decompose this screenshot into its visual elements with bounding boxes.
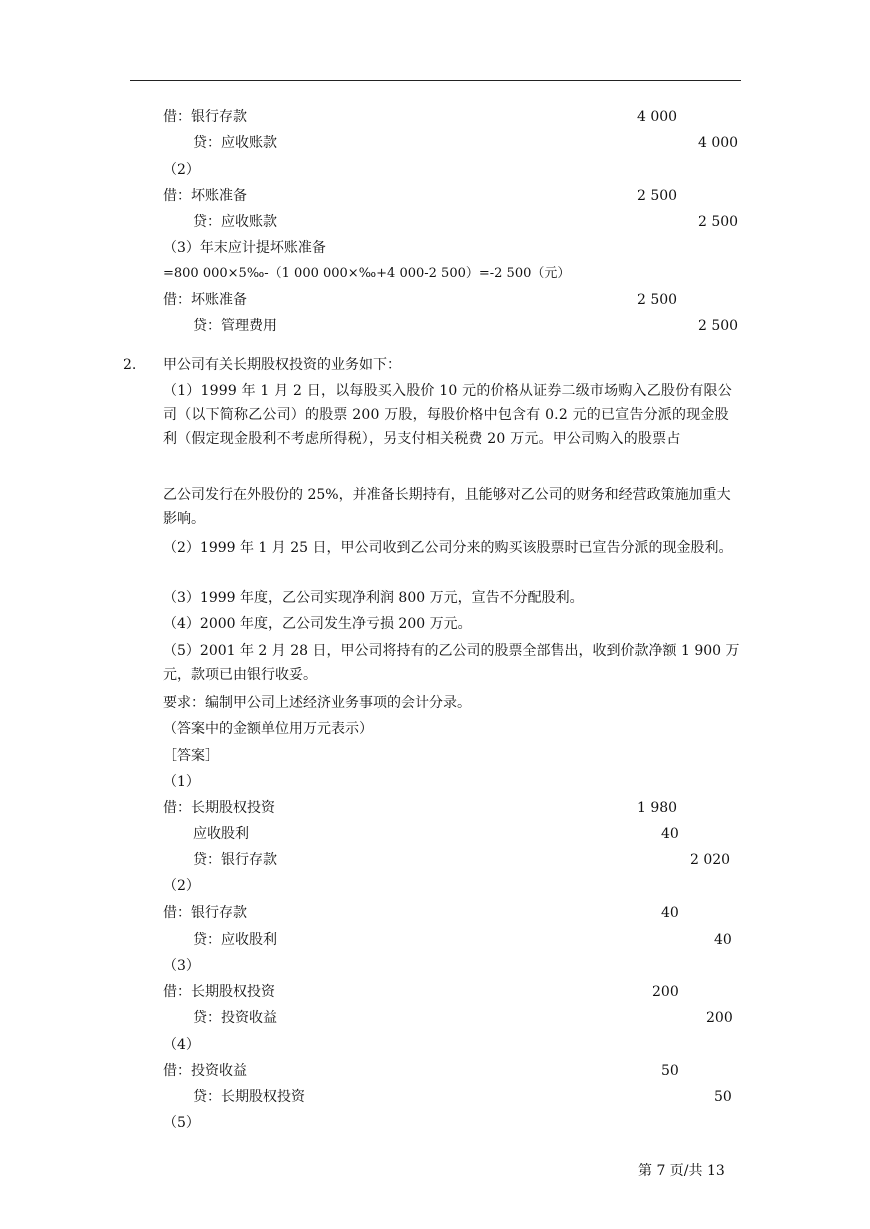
debit-amount: 40 [661, 905, 679, 921]
journal-line: 贷：投资收益 [193, 1010, 277, 1026]
credit-amount: 40 [714, 932, 732, 948]
debit-amount: 1 980 [637, 800, 678, 816]
item-number: （2） [163, 878, 200, 894]
question-title: 甲公司有关长期股权投资的业务如下： [163, 357, 401, 373]
journal-line: 借：银行存款 [163, 109, 247, 125]
journal-line: 借：坏账准备 [163, 188, 247, 204]
credit-amount: 200 [706, 1010, 733, 1026]
question-paragraph: （1）1999 年 1 月 2 日，以每股买入股价 10 元的价格从证券二级市场购入乙股份有限公司（以下简称乙公司）的股票 200 万股，每股价格中包含有 0.2 元的已宣告分派的现金股利（假定现金股利不考虑所得税），另支付相关税费 20 万元。甲公司购入的股票占 [163, 383, 732, 447]
journal-line: 贷：应收股利 [193, 932, 277, 948]
credit-amount: 50 [714, 1089, 732, 1105]
item-number: （1） [163, 774, 200, 790]
item-number: （2） [163, 162, 200, 178]
journal-line: 借：投资收益 [163, 1063, 247, 1079]
journal-line: 借：银行存款 [163, 905, 247, 921]
question-requirement: 要求：编制甲公司上述经济业务事项的会计分录。 [163, 695, 471, 711]
page-footer: 第 7 页/共 13 [638, 1163, 725, 1179]
item-number: （3） [163, 958, 200, 974]
question-note: （答案中的金额单位用万元表示） [163, 721, 373, 737]
question-paragraph: （4）2000 年度，乙公司发生净亏损 200 万元。 [163, 616, 472, 632]
journal-line: 借：坏账准备 [163, 292, 247, 308]
debit-amount: 50 [661, 1063, 679, 1079]
question-paragraph: （3）1999 年度，乙公司实现净利润 800 万元，宣告不分配股利。 [163, 590, 584, 606]
answer-label: ［答案］ [163, 748, 219, 764]
item-number: （3）年末应计提坏账准备 [163, 240, 326, 256]
debit-amount: 200 [652, 984, 679, 1000]
journal-line: 贷：长期股权投资 [193, 1089, 305, 1105]
credit-amount: 4 000 [698, 135, 739, 151]
journal-line: 贷：银行存款 [193, 852, 277, 868]
journal-line: 贷：应收账款 [193, 214, 277, 230]
question-number: 2. [123, 357, 137, 373]
debit-amount: 2 500 [637, 292, 678, 308]
question-paragraph: （2）1999 年 1 月 25 日，甲公司收到乙公司分来的购买该股票时已宣告分派的现金股利。 [163, 540, 733, 556]
journal-line: 借：长期股权投资 [163, 984, 275, 1000]
journal-line: 贷：管理费用 [193, 318, 277, 334]
question-paragraph: （5）2001 年 2 月 28 日，甲公司将持有的乙公司的股票全部售出，收到价款净额 1 900 万元，款项已由银行收妥。 [163, 643, 740, 683]
debit-amount: 4 000 [637, 109, 678, 125]
debit-amount: 2 500 [637, 188, 678, 204]
item-number: （4） [163, 1037, 200, 1053]
item-number: （5） [163, 1115, 200, 1131]
question-paragraph: 乙公司发行在外股份的 25%，并准备长期持有，且能够对乙公司的财务和经营政策施加重大影响。 [163, 487, 731, 527]
credit-amount: 2 020 [690, 852, 731, 868]
debit-amount: 40 [661, 826, 679, 842]
credit-amount: 2 500 [698, 318, 739, 334]
header-rule [130, 80, 741, 81]
credit-amount: 2 500 [698, 214, 739, 230]
journal-line: 应收股利 [193, 826, 249, 842]
formula-line: =800 000×5‰-（1 000 000×‰+4 000-2 500）=-2 500（元） [163, 266, 571, 281]
journal-line: 贷：应收账款 [193, 135, 277, 151]
journal-line: 借：长期股权投资 [163, 800, 275, 816]
